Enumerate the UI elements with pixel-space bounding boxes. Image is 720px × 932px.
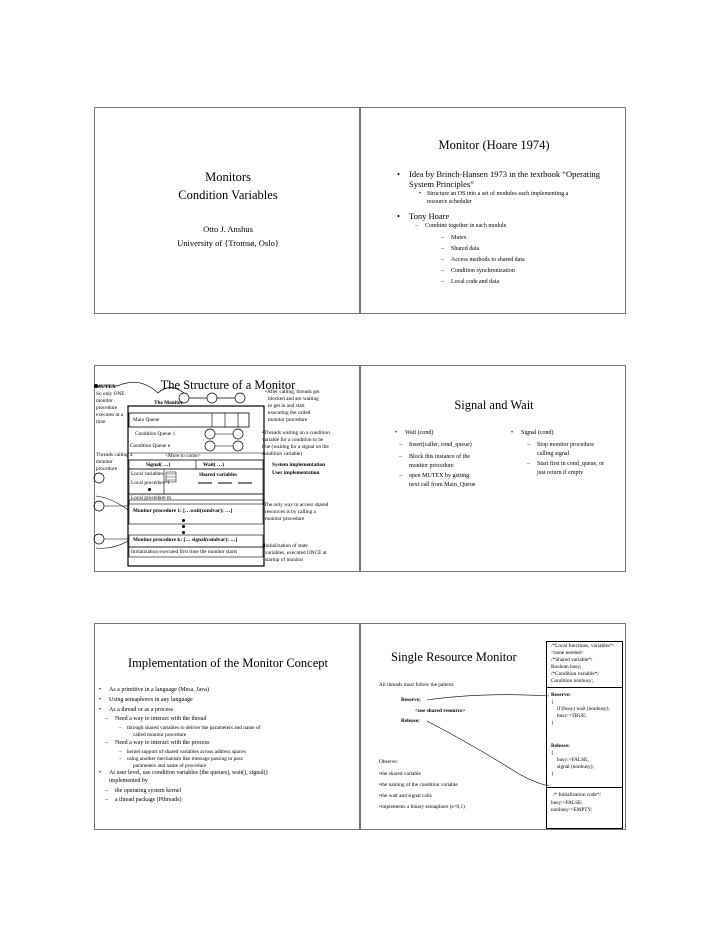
slide5-b1: As a primitive in a language (Mesa, Java) [109,687,209,693]
bullet-dot: • [99,770,102,776]
init-line: startup of monitor [265,557,304,563]
code-line: /*Shared variable*/ [551,657,593,663]
slide5-b3s1a: through shared variables to deliver the parameters and name of [127,725,261,731]
more-to-come: <More to come> [165,453,201,459]
release-def: signal (nonbusy); [557,764,594,770]
release-def: } [551,771,554,777]
code-line: <none needed> [551,650,584,656]
slide5-b3: As a thread or as a process [109,707,173,713]
arc [158,388,184,394]
slide5-b3s2a: kernel support of shared variables across address spaces [127,749,246,755]
only-way-line: monitor procedure [265,516,305,522]
reserve-def: if (busy) wait (nonbusy); [557,706,610,712]
slide1-author: Otto J. Anshus [203,224,253,234]
slide-6 [360,623,626,830]
dash: – [527,461,530,467]
reserve-call: Reserve; [401,697,421,703]
observe-item: •the wait and signal calls [379,793,432,799]
mutex-line: time [96,419,106,425]
monitor-procedure-1: Monitor procedure 1: […wait(condvar); …] [133,508,233,514]
slide-5 [94,623,360,830]
bullet-dot: • [99,707,102,713]
calling-thread [94,473,104,483]
slide2-title: Monitor (Hoare 1974) [438,138,550,152]
observe-item: •implements a binary semaphore (s=0,1) [379,804,465,810]
ellipsis-dot [148,488,151,491]
mutex-line: monitor [96,398,113,404]
wait-item-cont: next call from Main_Queue [409,482,476,488]
wait-item: Insert(caller, cond_queue) [409,442,472,448]
reserve-arrow [427,695,549,700]
mutex-line: executes at a [96,412,124,418]
bullet-dot: • [397,211,400,221]
system-implementation: System implementation [272,462,326,468]
slide5-b3s1a-cont: called monitor procedure [133,732,187,738]
slide5-b4s1: the operating system kernel [115,788,182,794]
threads-calling-line: Threads calling a [96,452,133,458]
slide4-title: Signal and Wait [454,398,534,412]
slide2-bullet1: Idea by Brinch-Hansen 1973 in the textbook “Operating [409,169,600,179]
calling-thread [94,534,104,544]
slide1-affiliation: University of {Tromsø, Oslo} [177,238,279,248]
shared-variables: Shared variables [199,472,238,478]
cond-thread [205,441,215,451]
code-line: /*Local functions, variables*/ [551,643,615,649]
mutex-line: So only ONE [96,391,125,397]
threads-wait-line: variable for a condition to be [262,437,324,443]
wait-item-cont: monitor procedure [409,463,454,469]
dash: – [399,473,402,479]
cond-thread [233,429,243,439]
threads-wait-line: •Threads waiting on a condition [262,430,330,436]
waiting-thread [235,393,245,403]
slide1-title-line2: Condition Variables [178,188,278,202]
slide5-b3s2: Need a way to interact with the process [115,740,210,746]
signal-item-cont: just return if empty [537,470,584,476]
dash: – [105,788,108,794]
cond-thread [233,441,243,451]
dash: – [441,279,444,285]
bullet-dot: • [395,430,398,436]
after-line: blocked and are waiting [268,396,319,402]
init-box-label: Initialization executed first time the monitor starts [131,549,238,555]
only-way-line: •The only way to access shared [262,502,329,508]
release-arrow [427,721,549,786]
dash: – [441,257,444,263]
mutex-title: MUTEX [96,384,116,390]
dash: – [105,740,108,746]
signal-item: Stop monitor procedure [537,442,594,448]
threads-wait-line: condition variable) [262,451,303,457]
init-code: nonbusy:=EMPTY; [551,807,593,813]
slide2-item: Condition synchronization [451,268,515,274]
slide2-sub1: Structure an OS into a set of modules each implementing a [427,191,569,197]
ellipsis-dot [182,531,185,534]
wait-item: open MUTEX by getting [409,473,470,479]
observe-label: Observe: [379,759,399,765]
dash: – [105,797,108,803]
calling-thread [94,501,104,511]
user-implementation: User implementation [272,470,320,476]
slide2-sub2: Combine together in each module [425,223,507,229]
the-monitor-label: The Monitor [154,400,183,406]
slide2-sub1-cont: resource scheduler [427,199,472,205]
local-variables: Local variables [131,471,164,477]
after-line: to get in and start [268,403,305,409]
dash: – [441,246,444,252]
pattern-label: All threads must follow the pattern: [379,682,455,688]
reserve-def: busy:=TRUE; [557,713,587,719]
init-line: •Initialization of state [262,543,308,549]
signal-heading: Signal (cond) [521,430,554,436]
condition-queue-n: Condition Queue n [130,443,171,449]
dash: – [119,749,122,755]
main-queue-label: Main Queue [133,417,160,423]
threads-calling-line: procedure [96,466,118,472]
observe-item: •the naming of the condition variable [379,782,458,788]
release-def: busy:=FALSE; [557,757,589,763]
reserve-def: { [551,699,554,705]
slide2-bullet2: Tony Hoare [409,211,450,221]
slide2-item: Shared data [451,246,480,252]
threads-calling-line: monitor [96,459,113,465]
monitor-procedure-k: Monitor procedure k: [… signal(condvar); …] [133,537,238,543]
slide5-b3s2b-cont: parameters and name of procedure [133,763,207,769]
slide5-b3s1: Need a way to interact with the thread [115,716,207,722]
after-line: monitor procedure [268,417,308,423]
slide5-b4-cont: implemented by [109,778,148,784]
after-line: executing the called [268,410,311,416]
signal-item-cont: calling signal [537,451,570,457]
code-divider [546,787,623,788]
reserve-def: } [551,720,554,726]
dash: – [441,268,444,274]
bullet-dot: • [419,191,422,197]
dash: – [119,756,122,762]
slide5-b3s2b: using another mechanism like message passing to pass [127,756,243,762]
release-def: Release: [551,743,570,749]
code-line: Condition nonbusy; [551,678,593,684]
dash: – [105,716,108,722]
dash: – [399,442,402,448]
dash: – [119,725,122,731]
condition-queue-1: Condition Queue 1 [135,431,176,437]
slide1-title-line1: Monitors [205,170,251,184]
bullet-dot: • [511,430,514,436]
code-line: /*Condition variable*/ [551,671,599,677]
slide5-b4s2: a thread package (Pthreads) [115,797,182,803]
bullet-dot: • [99,687,102,693]
signal-label: Signal( …) [146,462,171,468]
wait-heading: Wait (cond) [405,430,434,436]
slide5-b4: At user level, use condition variables (the queues), wait(), signal() [109,770,268,776]
slide6-title: Single Resource Monitor [391,650,517,664]
release-def: { [551,750,554,756]
ellipsis-dot [182,525,185,528]
reserve-def: Reserve: [551,692,571,698]
bullet-dot: • [99,697,102,703]
dash: – [399,454,402,460]
code-line: Boolean busy; [551,664,582,670]
bullet-dot: • [397,169,400,179]
signal-item: Start first in cond_queue, or [537,461,605,467]
threads-wait-line: true (waiting for a signal on the [262,444,329,450]
after-line: •After calling, threads get [265,389,320,395]
slide5-title: Implementation of the Monitor Concept [128,656,328,670]
slide5-b2: Using semaphores in any language [109,697,193,703]
slide2-item: Access methods to shared data [451,257,525,263]
init-code: busy:=FALSE; [551,800,583,806]
dash: – [415,223,418,229]
slide2-item: Mutex [451,235,467,241]
local-procedure-m: Local procedure m [131,495,172,501]
slide-4 [360,365,626,572]
waiting-thread [207,393,217,403]
slide6-arrows [361,624,627,831]
release-call: Release; [401,718,420,724]
slide3-title: The Structure of a Monitor [160,378,296,392]
only-way-line: resources is by calling a [265,509,316,515]
dash: – [527,442,530,448]
observe-item: •the shared variable [379,771,421,777]
dash: – [441,235,444,241]
use-resource: <use shared resource> [415,708,466,714]
slide2-bullet1-cont: System Principles” [409,179,474,189]
mutex-line: procedure [96,405,118,411]
local-procedure-1: Local procedure 1 [131,480,170,486]
cond-thread [205,429,215,439]
init-code: /* Initialization code*/ [553,792,601,798]
wait-item: Block this instance of the [409,454,470,460]
ellipsis-dot [182,519,185,522]
wait-label: Wait( …) [203,462,225,468]
slide2-item: Local code and data [451,279,500,285]
init-line: variables, executed ONCE at [265,550,327,556]
